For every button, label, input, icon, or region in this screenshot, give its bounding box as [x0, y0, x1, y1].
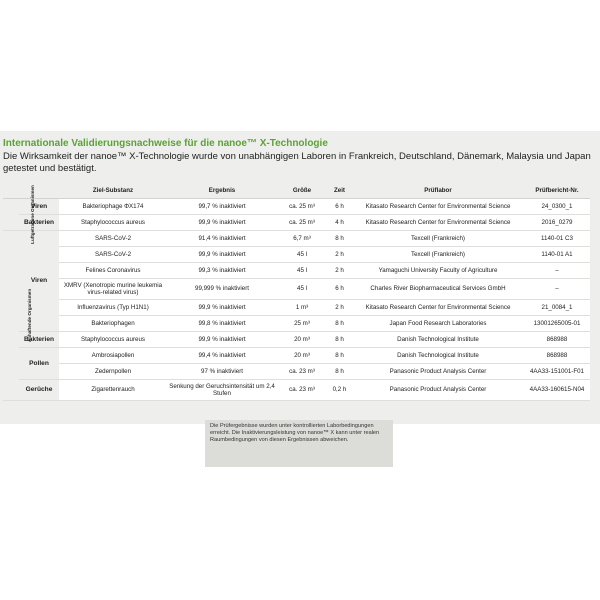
table-row	[3, 348, 590, 364]
cell-lab: Panasonic Product Analysis Center	[352, 364, 524, 380]
table-row	[3, 199, 590, 215]
group-adhering: Anhaftende Organismen	[3, 231, 19, 401]
cell-report: 2016_0279	[524, 215, 590, 231]
cell-substance: Zigarettenrauch	[59, 380, 167, 401]
table-row	[3, 380, 590, 401]
cell-lab: Yamaguchi University Faculty of Agriculture	[352, 263, 524, 279]
header-spacer	[19, 183, 59, 199]
cell-time: 6 h	[327, 279, 352, 300]
disclaimer-note: Die Prüfergebnisse wurden unter kontrollierten Laborbedingungen erreicht. Die Inaktivierungsleistung von nanoe™ X kann unter realen Raumbedingungen von diesen Ergebnissen abweichen.	[205, 420, 393, 467]
cell-report: 24_0300_1	[524, 199, 590, 215]
header-lab: Prüflabor	[352, 183, 524, 199]
cell-size: ca. 23 m³	[277, 380, 327, 401]
cell-report: 868988	[524, 332, 590, 348]
table-row	[3, 316, 590, 332]
cell-size: 1 m³	[277, 300, 327, 316]
cell-substance: Bakteriophagen	[59, 316, 167, 332]
cell-report: 21_0084_1	[524, 300, 590, 316]
cell-substance: Staphylococcus aureus	[59, 215, 167, 231]
table-row	[3, 247, 590, 263]
category-bakterien: Bakterien	[19, 332, 59, 348]
cell-substance: Influenzavirus (Typ H1N1)	[59, 300, 167, 316]
cell-size: ca. 25 m³	[277, 215, 327, 231]
cell-substance: Zedernpollen	[59, 364, 167, 380]
cell-size: 45 l	[277, 247, 327, 263]
cell-time: 6 h	[327, 199, 352, 215]
cell-time: 2 h	[327, 263, 352, 279]
cell-size: 25 m³	[277, 316, 327, 332]
cell-report: 1140-01 C3	[524, 231, 590, 247]
cell-report: 4AA33-160615-N04	[524, 380, 590, 401]
page-subtitle: Die Wirksamkeit der nanoe™ X-Technologie wurde von unabhängigen Laboren in Frankreich, Deutschland, Dänemark, Malaysia und Japan getestet und bestätigt.	[3, 151, 591, 175]
cell-result: 99,8 % inaktiviert	[167, 316, 277, 332]
cell-report: 4AA33-151001-F01	[524, 364, 590, 380]
cell-lab: Danish Technological Institute	[352, 332, 524, 348]
table-row	[3, 364, 590, 380]
cell-time: 8 h	[327, 364, 352, 380]
table-row	[3, 332, 590, 348]
cell-time: 8 h	[327, 231, 352, 247]
cell-lab: Kitasato Research Center for Environmental Science	[352, 300, 524, 316]
cell-substance: XMRV (Xenotropic murine leukemia virus-related virus)	[59, 279, 167, 300]
cell-substance: SARS-CoV-2	[59, 247, 167, 263]
header-spacer	[3, 183, 19, 199]
cell-lab: Danish Technological Institute	[352, 348, 524, 364]
cell-time: 0,2 h	[327, 380, 352, 401]
category-viren: Viren	[19, 199, 59, 215]
cell-result: 99,9 % inaktiviert	[167, 215, 277, 231]
category-bakterien: Bakterien	[19, 215, 59, 231]
page-title: Internationale Validierungsnachweise für die nanoe™ X-Technologie	[3, 138, 328, 149]
header-size: Größe	[277, 183, 327, 199]
cell-size: 20 m³	[277, 332, 327, 348]
cell-lab: Japan Food Research Laboratories	[352, 316, 524, 332]
validation-table	[3, 183, 590, 401]
category-viren: Viren	[19, 231, 59, 332]
cell-report: 13001265005-01	[524, 316, 590, 332]
cell-time: 8 h	[327, 316, 352, 332]
header-result: Ergebnis	[167, 183, 277, 199]
category-gerueche: Gerüche	[19, 380, 59, 401]
table-row	[3, 279, 590, 300]
cell-size: 20 m³	[277, 348, 327, 364]
cell-substance: SARS-CoV-2	[59, 231, 167, 247]
cell-result: 99,999 % inaktiviert	[167, 279, 277, 300]
cell-substance: Staphylococcus aureus	[59, 332, 167, 348]
cell-report: 868988	[524, 348, 590, 364]
cell-size: 6,7 m³	[277, 231, 327, 247]
table-row	[3, 231, 590, 247]
cell-report: –	[524, 279, 590, 300]
cell-size: 45 l	[277, 279, 327, 300]
cell-time: 8 h	[327, 348, 352, 364]
cell-substance: Bakteriophage ΦX174	[59, 199, 167, 215]
cell-result: 91,4 % inaktiviert	[167, 231, 277, 247]
table-row	[3, 300, 590, 316]
cell-time: 8 h	[327, 332, 352, 348]
cell-result: 99,9 % inaktiviert	[167, 247, 277, 263]
cell-size: ca. 25 m³	[277, 199, 327, 215]
cell-result: 99,9 % inaktiviert	[167, 300, 277, 316]
cell-substance: Ambrosiapollen	[59, 348, 167, 364]
cell-lab: Kitasato Research Center for Environmental Science	[352, 199, 524, 215]
cell-size: 45 l	[277, 263, 327, 279]
cell-result: 99,4 % inaktiviert	[167, 348, 277, 364]
cell-report: –	[524, 263, 590, 279]
cell-time: 4 h	[327, 215, 352, 231]
cell-time: 2 h	[327, 247, 352, 263]
header-report: Prüfbericht-Nr.	[524, 183, 590, 199]
cell-size: ca. 23 m³	[277, 364, 327, 380]
group-airborne: Luftgetragene Organismen	[3, 199, 19, 231]
cell-result: 99,3 % inaktiviert	[167, 263, 277, 279]
cell-result: Senkung der Geruchsintensität um 2,4 Stufen	[167, 380, 277, 401]
cell-result: 99,9 % inaktiviert	[167, 332, 277, 348]
cell-report: 1140-01 A1	[524, 247, 590, 263]
cell-lab: Panasonic Product Analysis Center	[352, 380, 524, 401]
cell-lab: Texcell (Frankreich)	[352, 247, 524, 263]
header-time: Zeit	[327, 183, 352, 199]
table-row	[3, 263, 590, 279]
cell-substance: Felines Coronavirus	[59, 263, 167, 279]
category-pollen: Pollen	[19, 348, 59, 380]
cell-lab: Texcell (Frankreich)	[352, 231, 524, 247]
header-substance: Ziel-Substanz	[59, 183, 167, 199]
table-header-row	[3, 183, 590, 199]
table-row	[3, 215, 590, 231]
cell-lab: Charles River Biopharmaceutical Services GmbH	[352, 279, 524, 300]
cell-time: 2 h	[327, 300, 352, 316]
cell-lab: Kitasato Research Center for Environmental Science	[352, 215, 524, 231]
cell-result: 99,7 % inaktiviert	[167, 199, 277, 215]
cell-result: 97 % inaktiviert	[167, 364, 277, 380]
